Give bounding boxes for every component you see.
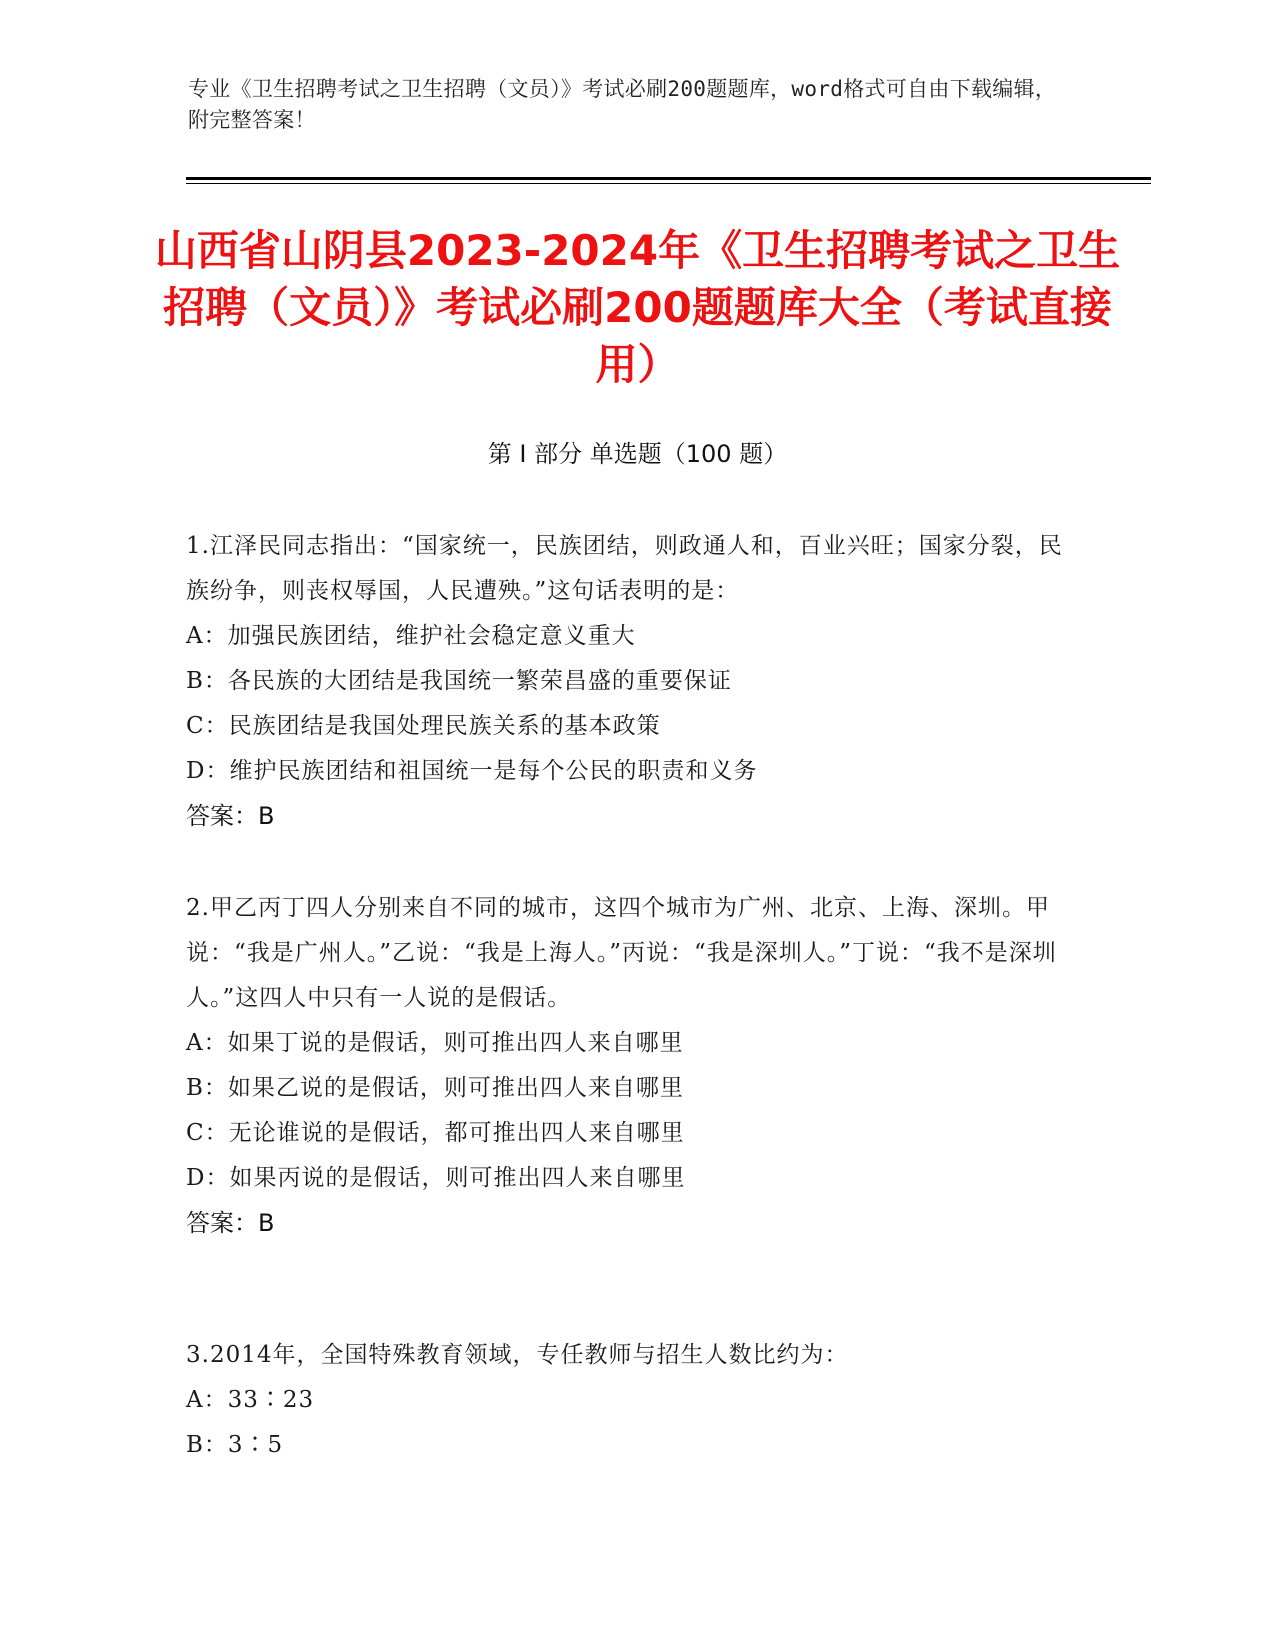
question-2 [186,886,1066,1246]
header-divider-thick [186,177,1151,180]
option-b: B：各民族的大团结是我国统一繁荣昌盛的重要保证 [186,668,732,694]
question-1 [186,524,1066,839]
option-a: A：加强民族团结，维护社会稳定意义重大 [186,623,636,649]
option-a: A：33∶23 [186,1387,315,1413]
answer: 答案：B [186,1209,275,1237]
header-note: 专业《卫生招聘考试之卫生招聘（文员）》考试必刷200题题库，word格式可自由下载编辑，附完整答案！ [188,77,1057,132]
question-3 [186,1333,1066,1468]
header-divider-thin [186,183,1151,184]
option-a: A：如果丁说的是假话，则可推出四人来自哪里 [186,1030,684,1056]
option-b: B：3∶5 [186,1432,284,1458]
option-c: C：无论谁说的是假话，都可推出四人来自哪里 [186,1120,685,1146]
option-d: D：如果丙说的是假话，则可推出四人来自哪里 [186,1165,686,1191]
question-stem: 1.江泽民同志指出：“国家统一，民族团结，则政通人和，百业兴旺；国家分裂，民族纷争，则丧权辱国，人民遭殃。”这句话表明的是： [186,533,1063,604]
question-stem: 2.甲乙丙丁四人分别来自不同的城市，这四个城市为广州、北京、上海、深圳。甲说：“我是广州人。”乙说：“我是上海人。”丙说：“我是深圳人。”丁说：“我不是深圳人。”这四人中只有一人说的是假话。 [186,895,1057,1011]
question-stem: 3.2014年，全国特殊教育领域，专任教师与招生人数比约为： [186,1342,849,1368]
option-c: C：民族团结是我国处理民族关系的基本政策 [186,713,661,739]
answer: 答案：B [186,802,275,830]
section-title: 第 I 部分 单选题（100 题） [487,440,788,468]
document-title: 山西省山阴县2023-2024年《卫生招聘考试之卫生招聘（文员）》考试必刷200题题库大全（考试直接用） [154,226,1121,389]
option-d: D：维护民族团结和祖国统一是每个公民的职责和义务 [186,758,758,784]
option-b: B：如果乙说的是假话，则可推出四人来自哪里 [186,1075,684,1101]
